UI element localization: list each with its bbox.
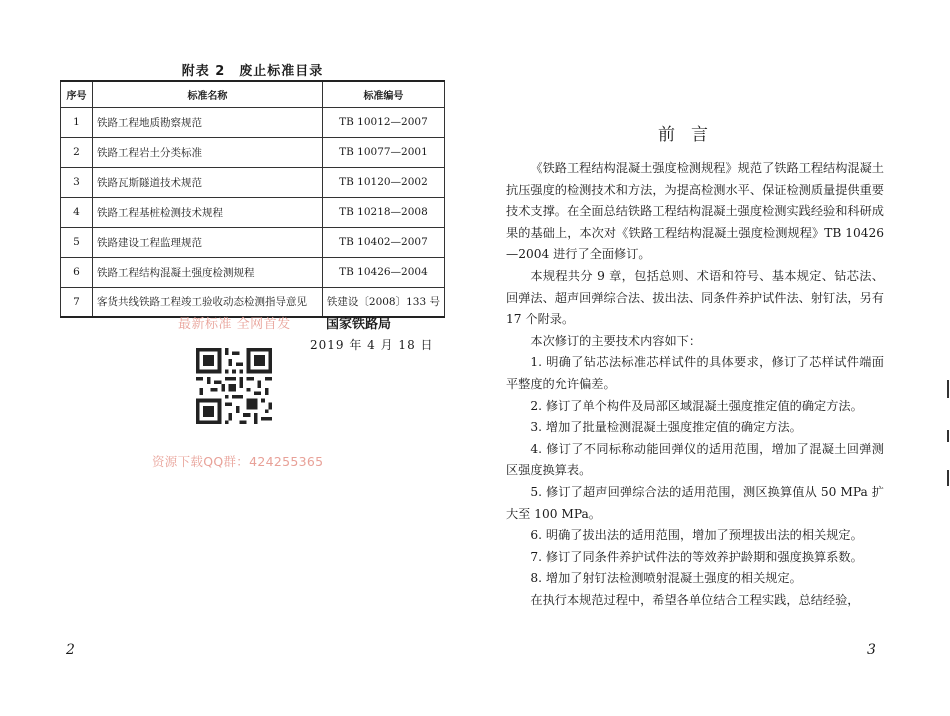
standard-name: 铁路瓦斯隧道技术规范	[93, 167, 323, 197]
revision-item: 3. 增加了批量检测混凝土强度推定值的确定方法。	[530, 420, 802, 435]
standard-code: TB 10012—2007	[322, 107, 444, 137]
standard-code: TB 10426—2004	[322, 257, 444, 287]
revision-item: 1. 明确了钻芯法标准芯样试件的具体要求，修订了芯样试件端面平整度的允许偏差。	[506, 355, 884, 391]
scan-edge-mark	[947, 470, 949, 486]
standard-name: 客货共线铁路工程竣工验收动态检测指导意见	[93, 287, 323, 317]
table-row	[61, 197, 445, 227]
revision-item: 2. 修订了单个构件及局部区域混凝土强度推定值的确定方法。	[530, 398, 863, 413]
row-number: 3	[61, 167, 93, 197]
abolished-standards-table	[60, 80, 445, 318]
row-number: 4	[61, 197, 93, 227]
revision-item: 8. 增加了射钉法检测喷射混凝土强度的相关规定。	[530, 571, 802, 586]
standard-code: TB 10120—2002	[322, 167, 444, 197]
standard-name: 铁路建设工程监理规范	[93, 227, 323, 257]
qq-group-text: 资源下载QQ群：424255365	[152, 454, 324, 469]
standard-code: TB 10402—2007	[322, 227, 444, 257]
revision-item: 7. 修订了同条件养护试件法的等效养护龄期和强度换算系数。	[530, 549, 863, 564]
issue-date: 2019 年 4 月 18 日	[310, 338, 434, 352]
table-row	[61, 137, 445, 167]
row-number: 7	[61, 287, 93, 317]
table-row	[61, 257, 445, 287]
qr-code-icon	[196, 348, 272, 424]
page-number: 3	[867, 642, 876, 658]
scan-edge-mark	[947, 430, 949, 442]
revision-item: 6. 明确了拔出法的适用范围，增加了预埋拔出法的相关规定。	[530, 528, 863, 543]
scan-edge-mark	[947, 380, 949, 398]
appendix-title: 附表 2 废止标准目录	[181, 64, 324, 79]
standard-name: 铁路工程岩土分类标准	[93, 137, 323, 167]
standard-name: 铁路工程基桩检测技术规程	[93, 197, 323, 227]
row-number: 5	[61, 227, 93, 257]
standard-name: 铁路工程结构混凝土强度检测规程	[93, 257, 323, 287]
standard-name: 铁路工程地质勘察规范	[93, 107, 323, 137]
table-row	[61, 107, 445, 137]
page-number: 2	[66, 642, 75, 658]
revision-item: 4. 修订了不同标称动能回弹仪的适用范围，增加了混凝土回弹测区强度换算表。	[506, 441, 884, 478]
standard-code: TB 10077—2001	[322, 137, 444, 167]
promo-watermark-text: 最新标准 全网首发	[178, 317, 291, 332]
standard-code: TB 10218—2008	[322, 197, 444, 227]
left-page	[0, 0, 470, 716]
preface-paragraph: 本次修订的主要技术内容如下：	[530, 333, 702, 348]
preface-paragraph: 本规程共分 9 章，包括总则、术语和符号、基本规定、钻芯法、回弹法、超声回弹综合法、拔出法、同条件养护试件法、射钉法，另有 17 个附录。	[506, 268, 884, 327]
revision-item: 5. 修订了超声回弹综合法的适用范围，测区换算值从 50 MPa 扩大至 100 MPa。	[506, 484, 884, 521]
row-number: 1	[61, 107, 93, 137]
table-header-row	[61, 81, 445, 107]
preface-title: 前言	[658, 125, 724, 145]
column-header-number: 序号	[61, 81, 93, 107]
row-number: 2	[61, 137, 93, 167]
column-header-name: 标准名称	[93, 81, 323, 107]
preface-paragraph: 《铁路工程结构混凝土强度检测规程》规范了铁路工程结构混凝土抗压强度的检测技术和方法，为提高检测水平、保证检测质量提供重要技术支撑。在全面总结铁路工程结构混凝土强度检测实践经验和科研成果的基础上，本次对《铁路工程结构混凝土强度检测规程》TB 10426—2004 进行了全面修订。	[506, 161, 884, 262]
preface-body	[506, 158, 884, 611]
column-header-code: 标准编号	[322, 81, 444, 107]
table-row	[61, 167, 445, 197]
right-page	[470, 0, 950, 716]
standard-code: 铁建设〔2008〕133 号	[322, 287, 444, 317]
row-number: 6	[61, 257, 93, 287]
issuer-name: 国家铁路局	[326, 317, 392, 332]
table-row	[61, 227, 445, 257]
preface-paragraph: 在执行本规范过程中，希望各单位结合工程实践，总结经验，	[530, 592, 860, 607]
